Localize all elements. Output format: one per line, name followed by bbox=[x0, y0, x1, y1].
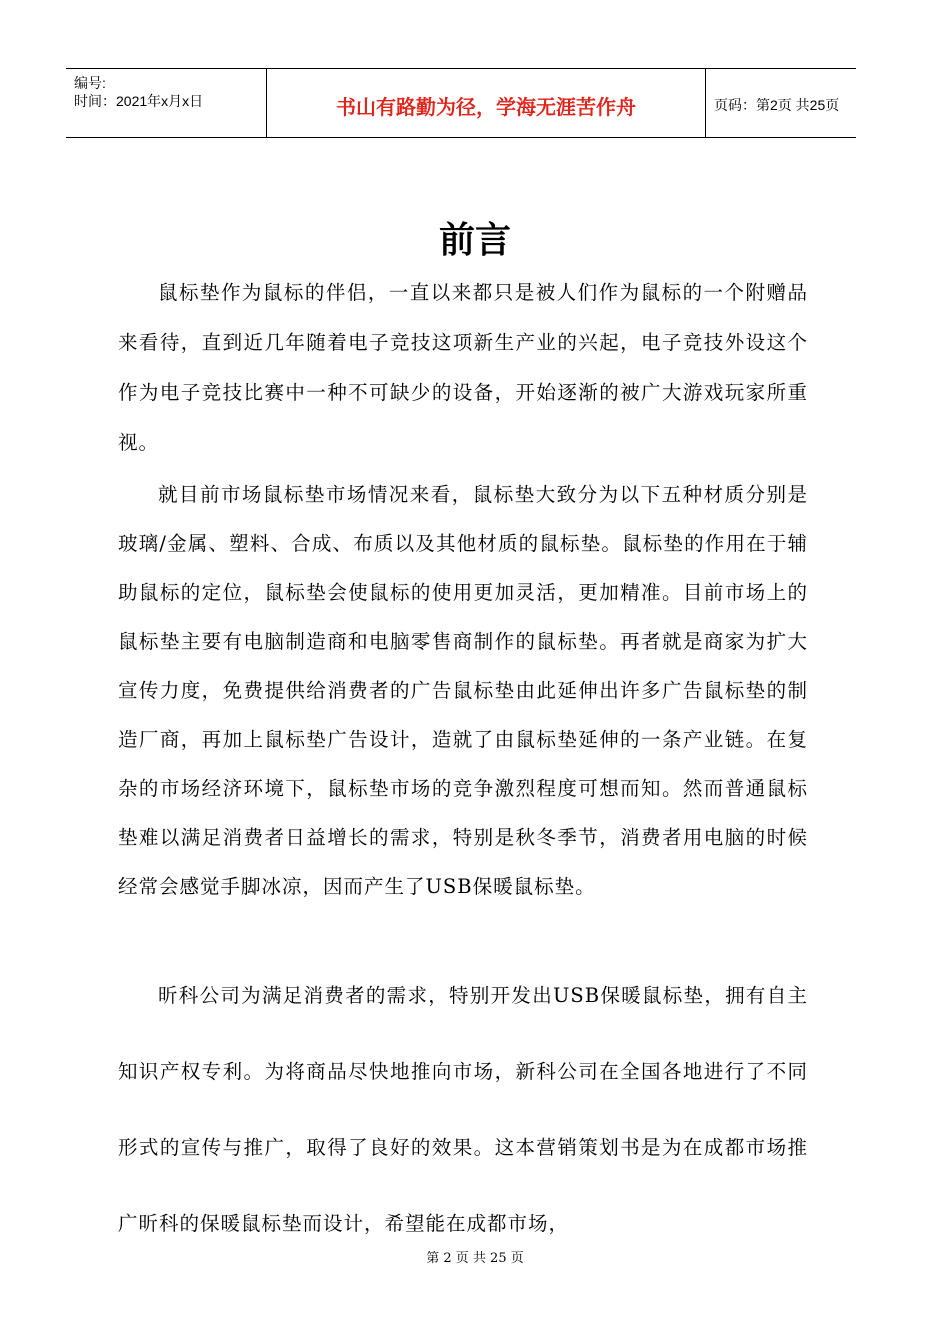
paragraph-company: 昕科公司为满足消费者的需求，特别开发出USB保暖鼠标垫，拥有自主知识产权专利。为将商品尽快地推向市场，新科公司在全国各地进行了不同形式的宣传与推广，取得了良好的效果。这本营销策划书是为在成都市场推广昕科的保暖鼠标垫而设计，希望能在成都市场， bbox=[118, 984, 808, 1235]
paragraph-market: 就目前市场鼠标垫市场情况来看，鼠标垫大致分为以下五种材质分别是玻璃/金属、塑料、合成、布质以及其他材质的鼠标垫。鼠标垫的作用在于辅助鼠标的定位，鼠标垫会使鼠标的使用更加灵活，更加精准。目前市场上的鼠标垫主要有电脑制造商和电脑零售商制作的鼠标垫。再者就是商家为扩大宣传力度，免费提供给消费者的广告鼠标垫由此延伸出许多广告鼠标垫的制造厂商，再加上鼠标垫广告设计，造就了由鼠标垫延伸的一条产业链。在复杂的市场经济环境下，鼠标垫市场的竞争激烈程度可想而知。然而普通鼠标垫难以满足消费者日益增长的需求，特别是秋冬季节，消费者用电脑的时候经常会感觉手脚冰凉，因而产生了USB保暖鼠标垫。 bbox=[118, 483, 808, 898]
page-header bbox=[66, 68, 856, 138]
header-meta-cell bbox=[66, 69, 266, 137]
header-page-number: 页码：第2页 共25页 bbox=[714, 97, 840, 113]
document-title: 前言 bbox=[438, 220, 511, 261]
page-footer: 第 2 页 共 25 页 bbox=[426, 1251, 524, 1266]
document-number-label: 编号: bbox=[74, 75, 106, 91]
header-page-cell bbox=[706, 69, 856, 137]
document-time-label: 时间：2021年x月x日 bbox=[74, 93, 204, 109]
header-motto: 书山有路勤为径，学海无涯苦作舟 bbox=[336, 95, 636, 119]
paragraph-intro: 鼠标垫作为鼠标的伴侣，一直以来都只是被人们作为鼠标的一个附赠品来看待，直到近几年随着电子竞技这项新生产业的兴起，电子竞技外设这个作为电子竞技比赛中一种不可缺少的设备，开始逐渐的被广大游戏玩家所重视。 bbox=[118, 281, 808, 454]
header-motto-cell bbox=[266, 69, 706, 137]
